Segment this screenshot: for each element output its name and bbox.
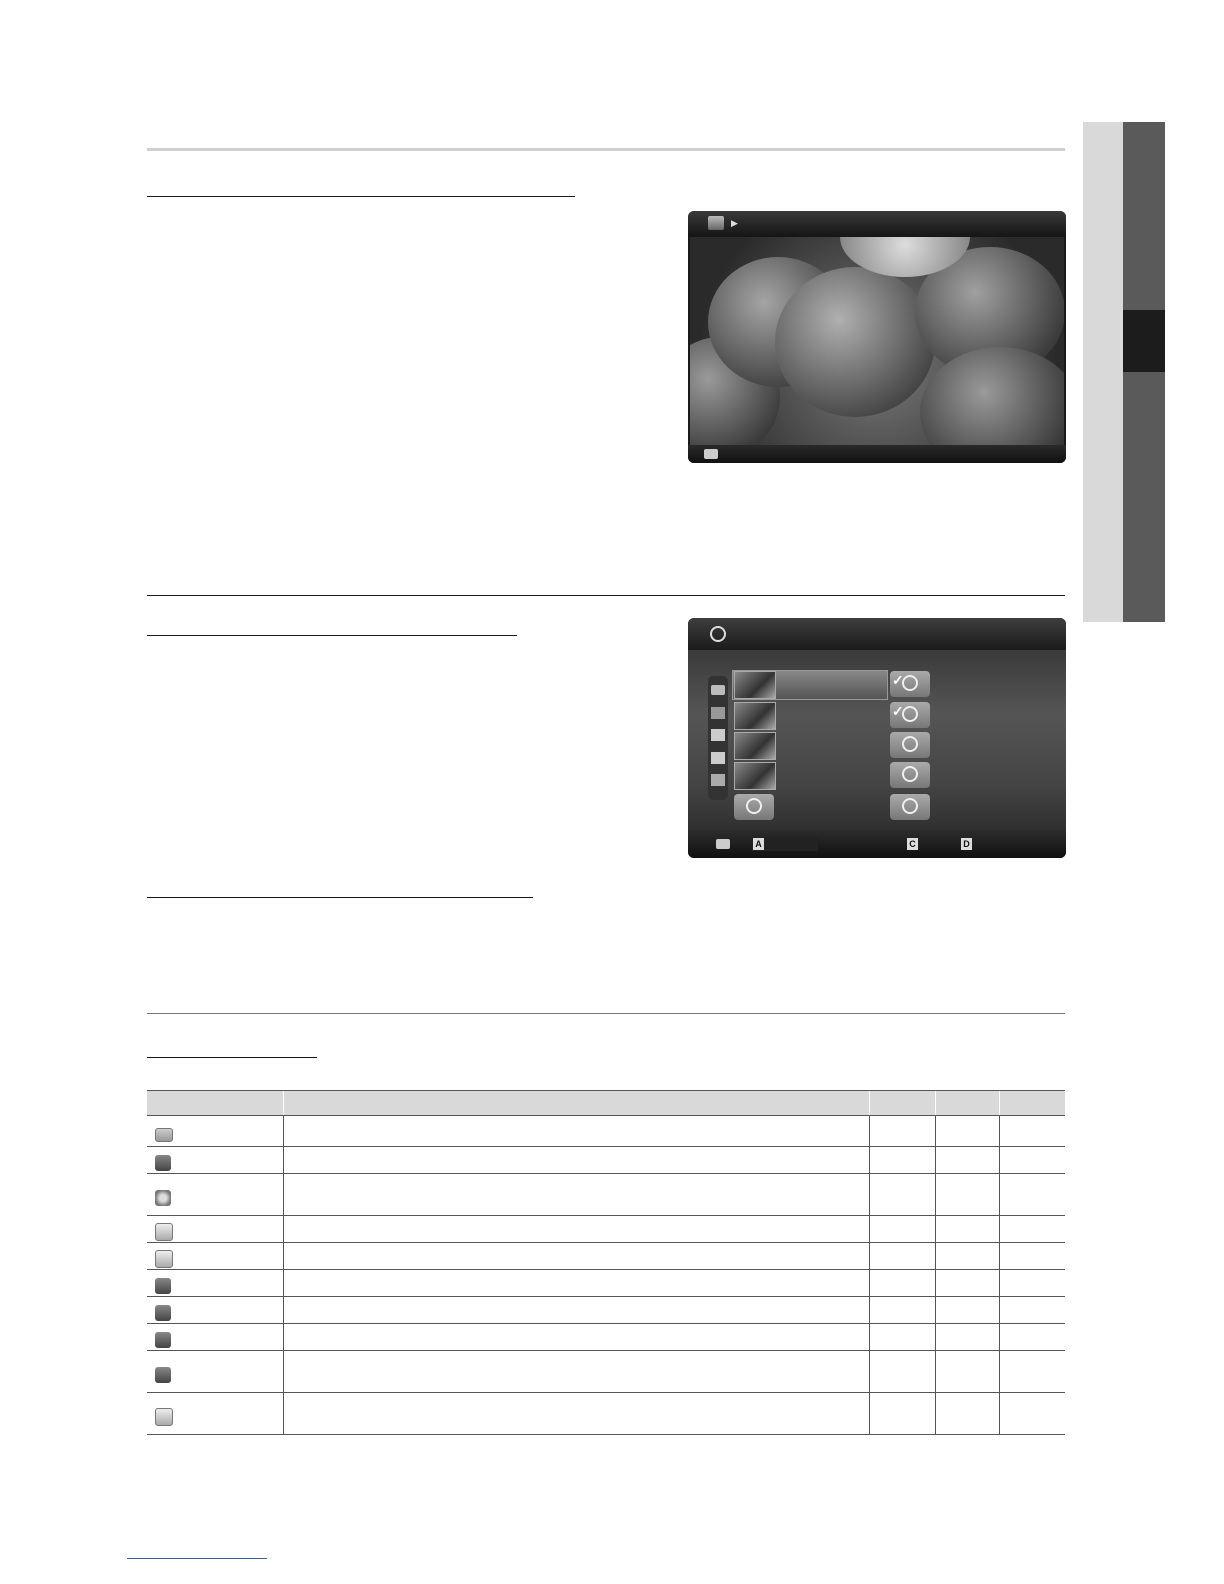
- preference-star-icon: [155, 1190, 171, 1206]
- side-tab-chapter-upper: [1123, 122, 1165, 310]
- film-reel-icon: [902, 736, 918, 752]
- play-arrow-icon: ▶: [731, 218, 738, 228]
- album-icon: [155, 1305, 171, 1321]
- remote-icon: [716, 839, 730, 849]
- photo-viewer-screenshot: [688, 211, 1066, 463]
- table-header-row: [147, 1091, 1065, 1116]
- film-reel-icon: [902, 766, 918, 782]
- calendar-1-icon[interactable]: [711, 752, 725, 764]
- video-placeholder[interactable]: [890, 732, 930, 758]
- folder-icon[interactable]: [711, 685, 725, 695]
- check-icon: ✓: [892, 703, 904, 719]
- table-header-cell: [999, 1091, 1065, 1116]
- side-tab-light: [1083, 122, 1123, 622]
- section-divider-2: [147, 1013, 1065, 1014]
- calendar-30-icon: [155, 1223, 173, 1241]
- video-thumbnail[interactable]: [734, 762, 776, 790]
- table-row: [147, 1147, 1065, 1174]
- calendar-1-icon: [155, 1250, 173, 1268]
- table-row: [147, 1116, 1065, 1147]
- table-row: [147, 1216, 1065, 1243]
- video-placeholder[interactable]: [734, 794, 774, 820]
- side-tab-chapter-lower: [1123, 372, 1165, 622]
- list-bottom-bar: [688, 830, 1066, 858]
- table-row: [147, 1297, 1065, 1324]
- video-list-screenshot: [688, 618, 1066, 858]
- key-a-badge[interactable]: A: [753, 838, 764, 850]
- film-reel-icon: [902, 706, 918, 722]
- remote-icon: [704, 449, 718, 459]
- list-top-bar: [688, 618, 1066, 650]
- calendar-30-icon[interactable]: [711, 729, 725, 741]
- monthly-calendar-icon: [155, 1408, 173, 1426]
- section3-heading-underline: [147, 897, 533, 898]
- artist-icon: [155, 1278, 171, 1294]
- table-row: [147, 1174, 1065, 1216]
- video-thumbnail[interactable]: [734, 671, 776, 699]
- table-row: [147, 1393, 1065, 1435]
- key-d-badge[interactable]: D: [961, 838, 972, 850]
- table-row: [147, 1351, 1065, 1393]
- section1-heading-underline: [147, 196, 575, 197]
- side-tab-chapter-current: [1123, 310, 1165, 372]
- table-row: [147, 1243, 1065, 1270]
- video-placeholder[interactable]: [890, 794, 930, 820]
- videos-icon: [710, 626, 726, 642]
- check-icon: ✓: [892, 672, 904, 688]
- film-reel-icon: [746, 798, 762, 814]
- footer-link[interactable]: [127, 1558, 267, 1559]
- apples-photo: [690, 237, 1064, 445]
- category-table: [147, 1090, 1065, 1435]
- photo-icon: [708, 216, 724, 230]
- table-row: [147, 1324, 1065, 1351]
- table-header-cell: [935, 1091, 999, 1116]
- header-rule: [147, 148, 1065, 151]
- section2-heading-underline: [147, 635, 517, 636]
- genre-icon: [155, 1332, 171, 1348]
- folder-icon: [155, 1128, 173, 1142]
- table-row: [147, 1270, 1065, 1297]
- title-sort-icon: [155, 1155, 171, 1171]
- table-header-cell: [869, 1091, 935, 1116]
- section-divider-1: [147, 595, 1065, 596]
- table-header-cell: [147, 1091, 283, 1116]
- genre-icon[interactable]: [711, 707, 725, 719]
- mood-icon: [155, 1367, 171, 1383]
- film-reel-icon: [902, 675, 918, 691]
- section4-heading-underline: [147, 1057, 317, 1058]
- film-reel-icon: [902, 798, 918, 814]
- video-thumbnail[interactable]: [734, 732, 776, 760]
- video-placeholder[interactable]: [890, 762, 930, 788]
- video-thumbnail[interactable]: [734, 702, 776, 730]
- person-icon[interactable]: [711, 774, 725, 786]
- category-strip[interactable]: [708, 676, 728, 800]
- viewer-bottom-bar: [688, 445, 1066, 463]
- table-header-cell: [283, 1091, 869, 1116]
- viewer-top-bar: [688, 211, 1066, 237]
- key-c-badge[interactable]: C: [907, 838, 918, 850]
